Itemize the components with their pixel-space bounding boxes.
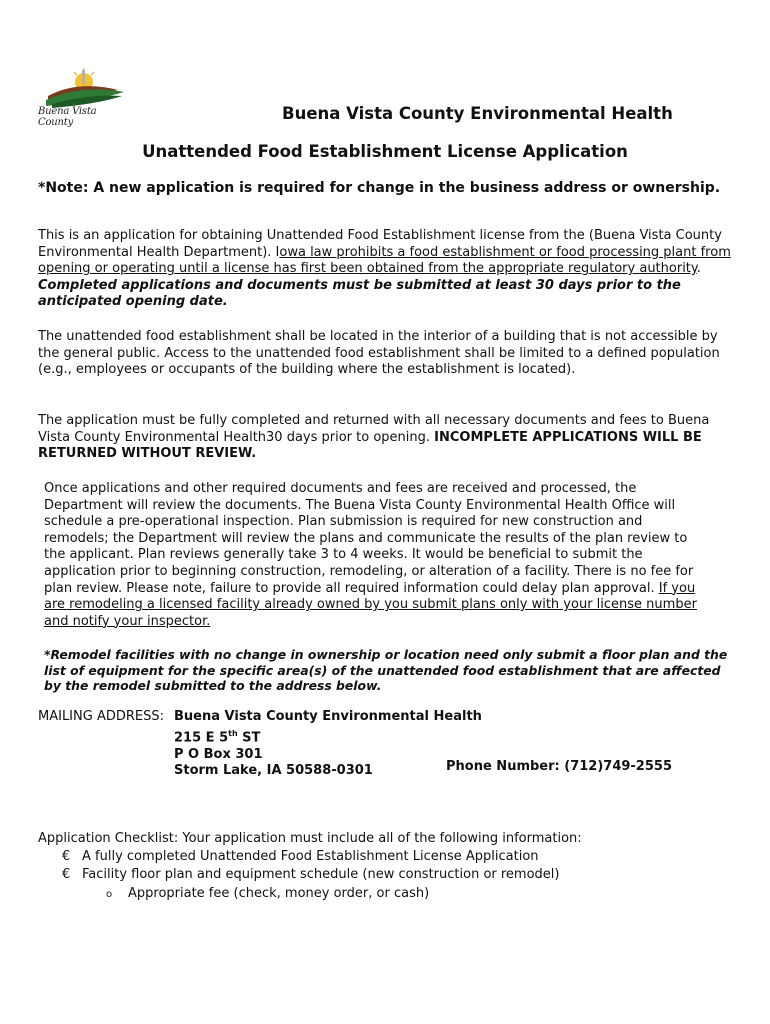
iowa-law-text: owa law prohibits a food establishment or food processing plant from opening or operating until a license has first been obtained from the appropriate regulatory authority xyxy=(38,244,731,277)
address-name: Buena Vista County Environmental Health xyxy=(174,709,482,724)
county-logo xyxy=(38,66,130,128)
address-city: Storm Lake, IA 50588-0301 xyxy=(174,763,373,779)
address-pobox: P O Box 301 xyxy=(174,746,263,762)
checklist-heading: Application Checklist: Your application must include all of the following information: xyxy=(38,831,582,846)
logo-text: Buena Vista County xyxy=(38,106,97,128)
bullet-icon: € xyxy=(62,867,71,882)
incomplete-warning: INCOMPLETE APPLICATIONS WILL BE RETURNED WITHOUT REVIEW. xyxy=(38,429,702,462)
logo-landscape-icon xyxy=(38,66,130,110)
bullet-icon: € xyxy=(62,849,71,864)
remodel-instruction: If you are remodeling a licensed facility already owned by you submit plans only with your license number and notify your inspector. xyxy=(44,580,697,629)
mailing-label: MAILING ADDRESS: xyxy=(38,709,164,724)
paragraph-review: Once applications and other required documents and fees are received and processed, the Department will review the documents. The Buena Vista County Environmental Health Office will schedule a pre-operational inspection. Plan submission is required for new construction and remodels; the Department will review the plans and communicate the results of the plan review to the applicant. Plan reviews generally take 3 to 4 weeks. It would be beneficial to submit the application prior to beginning construction, remodeling, or alteration of a facility. There is no fee for plan review. Please note, failure to provide all required information could delay plan approval. If you are remodeling a licensed facility already owned by you submit plans only with your license number and notify your inspector. xyxy=(44,481,697,629)
note: *Note: A new application is required for change in the business address or ownership. xyxy=(38,180,721,196)
organization-name: Buena Vista County Environmental Health xyxy=(282,104,673,123)
paragraph-intro: This is an application for obtaining Unattended Food Establishment license from the (Buena Vista County Environmental Health Department). Iowa law prohibits a food establishment or food processing plant from opening or operating until a license has first been obtained from the appropriate regulatory authority. Completed applications and documents must be submitted at least 30 days prior to the anticipated opening date. xyxy=(38,228,731,310)
page-title: Unattended Food Establishment License Application xyxy=(142,142,628,161)
phone-number: Phone Number: (712)749-2555 xyxy=(446,759,672,774)
checklist-item: A fully completed Unattended Food Establishment License Application xyxy=(82,849,539,864)
checklist-item: Facility floor plan and equipment schedule (new construction or remodel) xyxy=(82,867,560,882)
paragraph-completion: The application must be fully completed and returned with all necessary documents and fees to Buena Vista County Environmental Health30 days prior to opening. INCOMPLETE APPLICATIONS WILL BE RETURNED WITHOUT REVIEW. xyxy=(38,413,710,462)
checklist-item: Appropriate fee (check, money order, or cash) xyxy=(128,886,430,901)
paragraph-remodel: *Remodel facilities with no change in ownership or location need only submit a floor plan and the list of equipment for the specific area(s) of the unattended food establishment that are affected by the remodel submitted to the address below. xyxy=(44,647,728,694)
paragraph-location: The unattended food establishment shall be located in the interior of a building that is not accessible by the general public. Access to the unattended food establishment shall be limited to a defined population (e.g., employees or occupants of the building where the establishment is located). xyxy=(38,329,720,378)
sub-bullet-icon: o xyxy=(106,889,113,900)
submission-deadline: Completed applications and documents must be submitted at least 30 days prior to the anticipated opening date. xyxy=(38,277,681,310)
address-street: 215 E 5th ST xyxy=(174,728,261,745)
